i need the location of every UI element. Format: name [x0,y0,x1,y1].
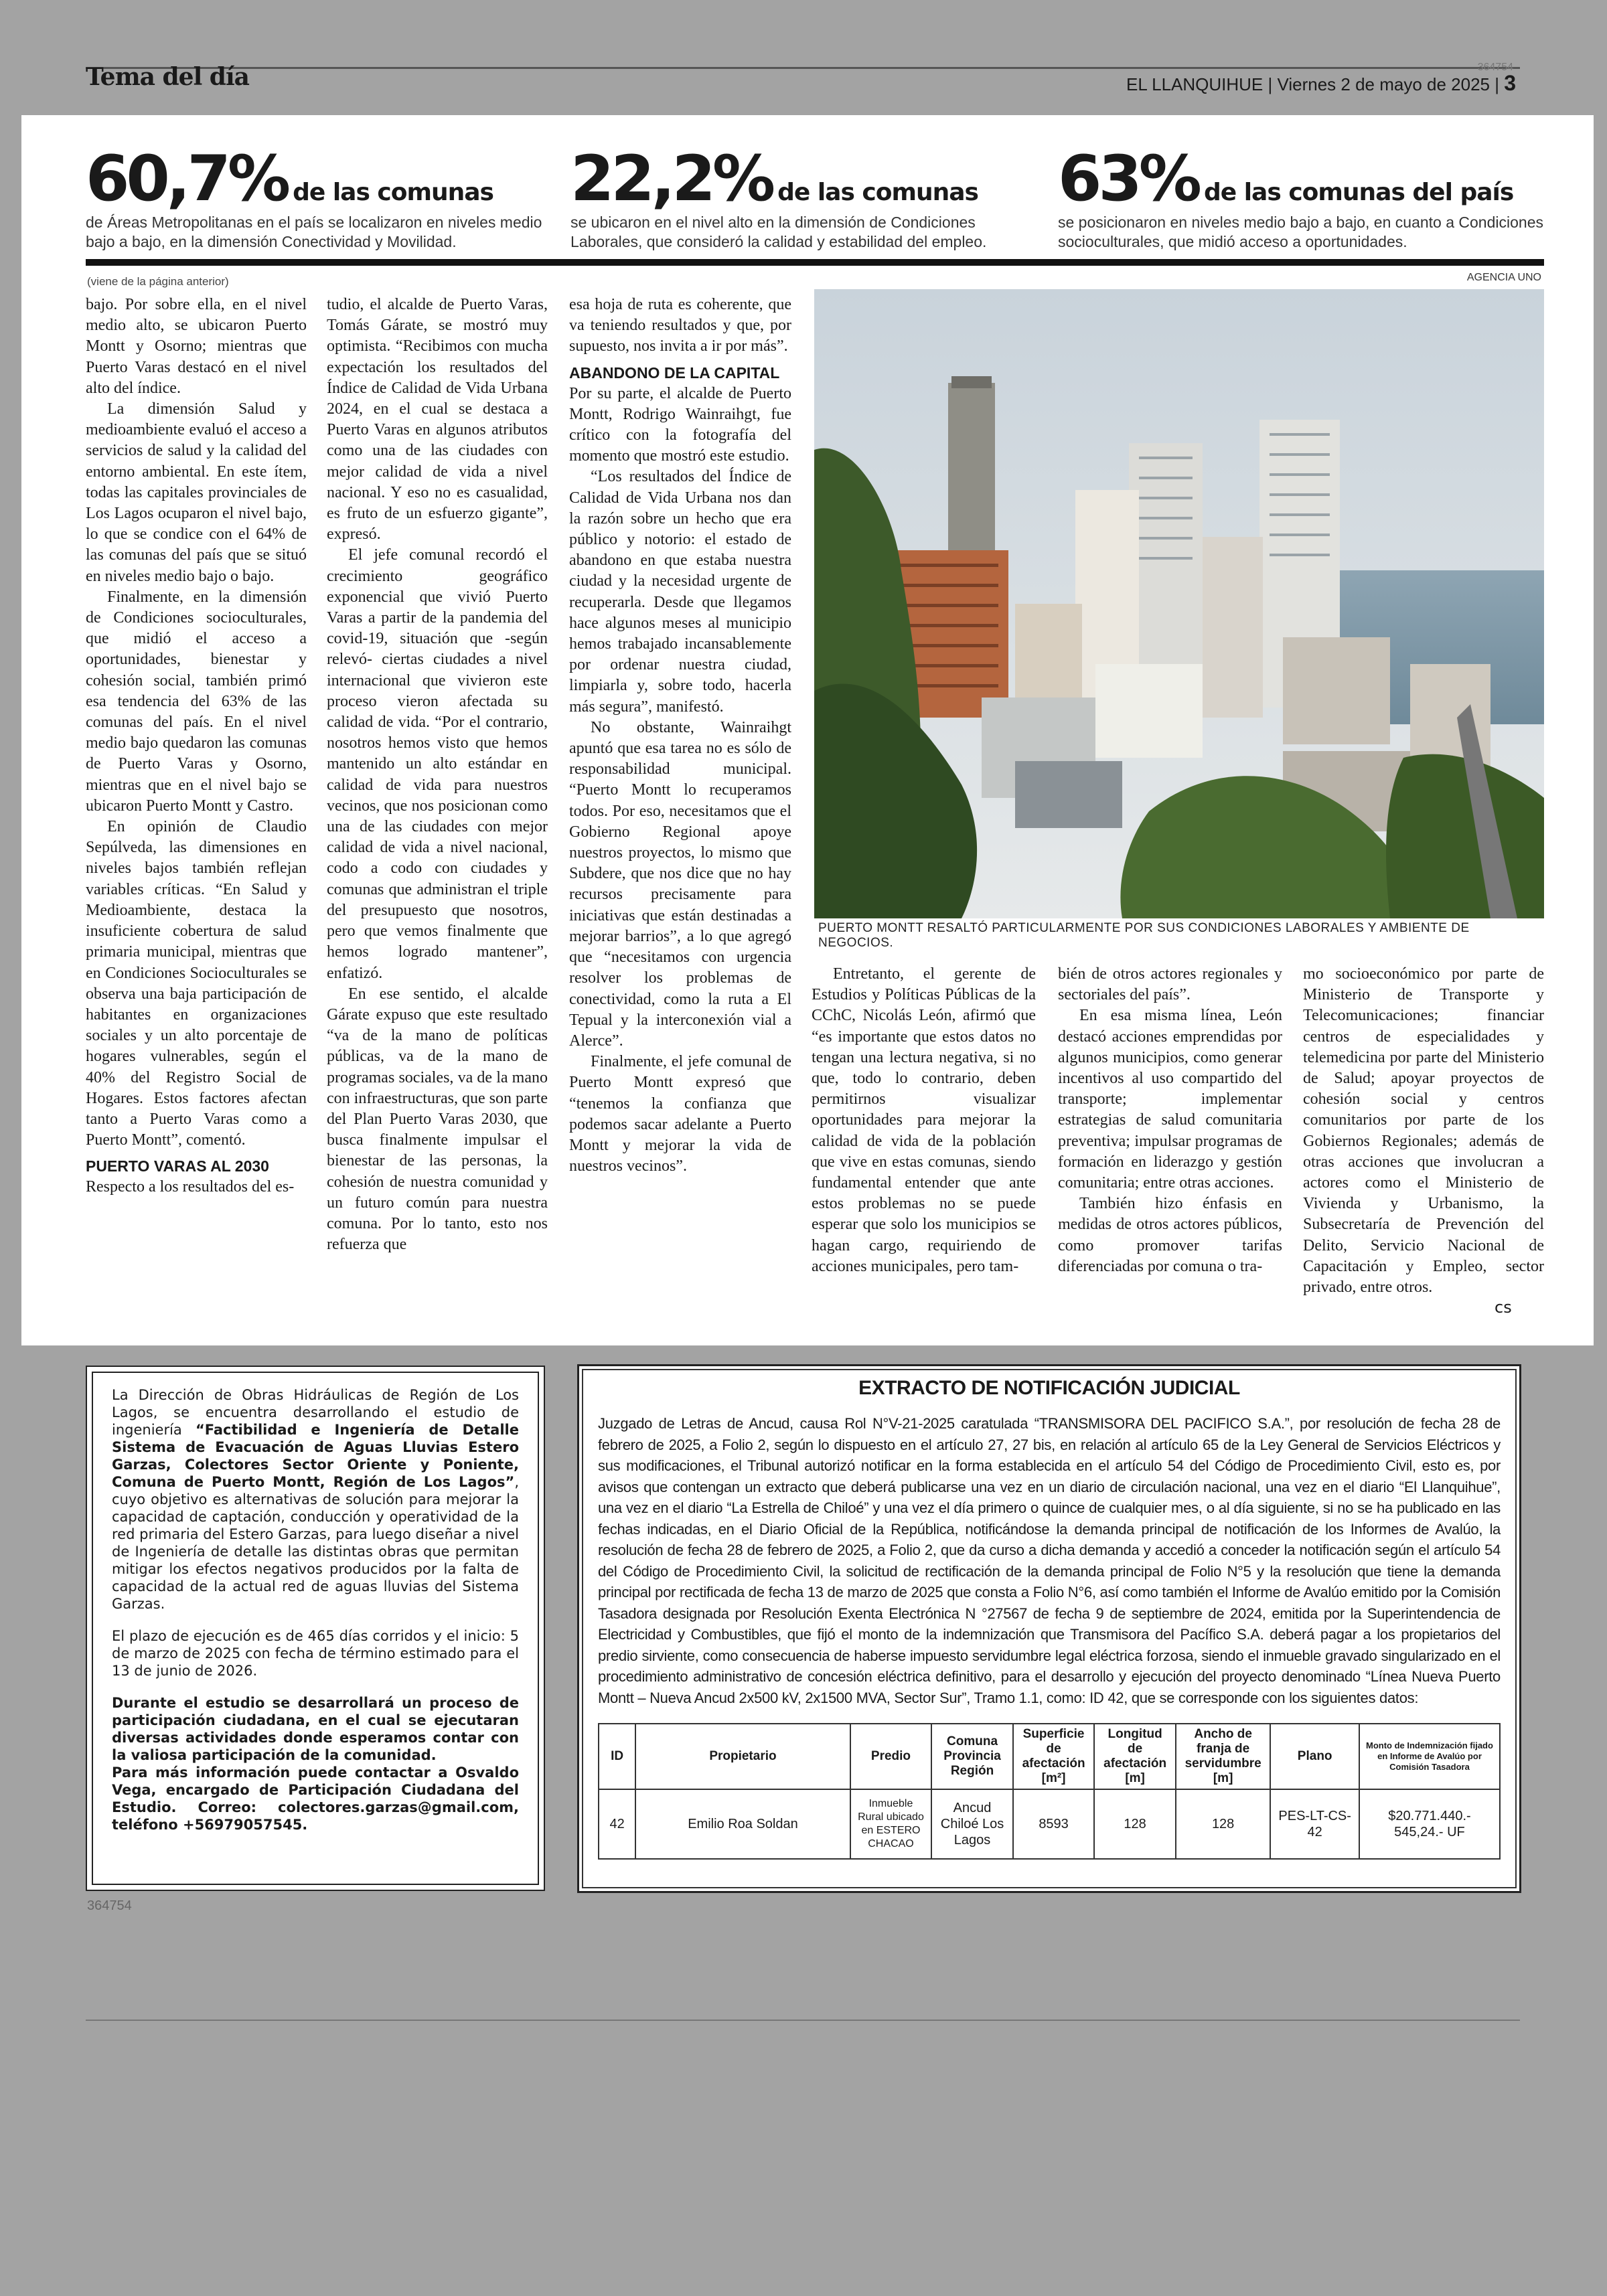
table-cell: Inmueble Rural ubicado en ESTERO CHACAO [850,1789,932,1859]
stat-box [1058,143,1553,252]
doh-advertisement [86,1366,545,1891]
table-cell: 128 [1176,1789,1270,1859]
header-rule [86,67,1520,69]
stat-suffix: de las comunas [777,179,978,206]
city-photo [814,289,1544,918]
paragraph: Por su parte, el alcalde de Puerto Montt, Rodrigo Wainraihgt, fue crítico con la fotografía del momento que mostró este estudio. [569,384,791,465]
ad-contact: Para más información puede contactar a Osvaldo Vega, encargado de Participación Ciudadana del Estudio. Correo: colectores.garzas@gmail.com, teléfono +56979057545. [112,1765,519,1833]
paragraph: No obstante, Wainraihgt apuntó que esa tarea no es sólo de responsabilidad municipal. “Puerto Montt lo recuperamos todos. Por eso, necesitamos que el Gobierno Regional apoye nuestros proyectos, lo mismo que Subdere, que nos dice que no hay recursos precisamente para iniciativas que están destinadas a mejorar barrios”, a lo que agregó que “necesitamos con urgencia resolver los problemas de conectividad, como la ruta a El Tepual y la interconexión vial a Alerce”. [569,718,791,1050]
ad-code: 364754 [87,1898,132,1913]
column-header: Monto de Indemnización fijado en Informe de Avalúo por Comisión Tasadora [1359,1724,1500,1789]
table-header-row [599,1724,1500,1789]
article-column [812,964,1036,1332]
paragraph: “Los resultados del Índice de Calidad de Vida Urbana nos dan la razón sobre un hecho que era público y notorio: el estado de abandono en que estaba nuestra ciudad y la necesidad urgente de recuperarla. Desde que llegamos hace algunos meses al municipio hemos trabajado incansablemente por ordenar nuestra ciudad, limpiarla y, sobre todo, hacerla más segura”, manifestó. [569,468,791,716]
table-row [599,1789,1500,1859]
column-header: Propietario [635,1724,850,1789]
paragraph: bajo. Por sobre ella, en el nivel medio alto, se ubicaron Puerto Montt y Osorno; mientras que Puerto Varas destacó en el nivel alto del índice. [86,296,307,397]
legal-notice-body: Juzgado de Letras de Ancud, causa Rol N°V-21-2025 caratulada “TRANSMISORA DEL PACIFICO S.A.”, por resolución de fecha 28 de febrero de 2025, a Folio 2, según lo dispuesto en el artículo 27, 27 bis, en relación al artículo 65 de la Ley General de Servicios Eléctricos y sus modificaciones, el Tribunal autorizó notificar en la forma establecida en el artículo 54 del Código de Procedimiento Civil, esto es, por avisos que contengan un extracto que deberá publicarse una vez en un diario de circulación nacional, una vez en el diario “El Llanquihue”, una vez en el diario “La Estrella de Chiloé” y una vez el día primero o quince de cualquier mes, o al día siguiente, si no se ha publicado en las fechas indicadas, en el Diario Oficial de la República, notificándose la demanda principal de notificación de los Informes de Avalúo, la resolución de fecha 28 de febrero de 2025, a Folio 2, que da curso a dicha demanda y accedió a conceder la notificación según el artículo 54 del Código de Procedimiento Civil, la solicitud de rectificación de la demanda principal de Folio N°5 y la resolución que tiene la demanda principal por rectificada de fecha 13 de marzo de 2025 que consta a Folio N°6, así como también el Informe de Avalúo emitido por la Comisión Tasadora designada por Resolución Exenta Electrónica N °27567 de fecha 9 de septiembre de 2024, emitida por la Superintendencia de Electricidad y Combustibles, que fijó el monto de la indemnización que Transmisora del Pacífico S.A. deberá pagar a los propietarios del predio sirviente, como consecuencia de haberse impuesto servidumbre legal eléctrica forzosa, siendo el inmueble gravado singularizado en el procedimiento administrativo de concesión eléctrica definitivo, para el desarrollo y ejecución del proyecto denominado “Línea Nueva Puerto Montt – Nueva Ancud 2x500 kV, 2x1500 MVA, Sector Sur”, Tramo 1.1, como: ID 42, que se corresponde con los siguientes datos: [598,1415,1501,1706]
photo-credit: AGENCIA UNO [1466,272,1541,283]
stat-value: 63% [1058,143,1199,216]
article-column [1303,964,1544,1332]
column-header: Plano [1270,1724,1359,1789]
stat-value: 22,2% [570,143,773,216]
article-column [1058,964,1282,1332]
paragraph: Entretanto, el gerente de Estudios y Políticas Públicas de la CChC, Nicolás León, afirmó que “es importante que estos datos no tengan una lectura negativa, si no que, todo lo contrario, deben permitirnos visualizar oportunidades para mejorar la calidad de vida de la población que vive en estas comunas, siendo fundamental entender que ante estos problemas no se puede esperar que solo los municipios se hagan cargo, requiriendo de acciones municipales, pero tam- [812,965,1036,1275]
column-header: Ancho de franja de servidumbre [m] [1176,1724,1270,1789]
page-code-top: 364754 [1477,62,1513,73]
article-column [569,295,791,1332]
photo-caption: PUERTO MONTT RESALTÓ PARTICULARMENTE POR SUS CONDICIONES LABORALES Y AMBIENTE DE NEGOCIOS. [818,921,1470,950]
stat-suffix: de las comunas del país [1204,179,1514,206]
paragraph: El jefe comunal recordó el crecimiento geográfico exponencial que vivió Puerto Varas a partir de la pandemia del covid-19, situación que -según relevó- ciertas ciudades a nivel internacional que vivieron este proceso vieron afectada su calidad de vida. “Por el contrario, nosotros hemos visto que hemos mantenido un alto estándar en calidad de vida para nuestros vecinos, que nos posicionan como una de las ciudades con mejor calidad de vida a nivel nacional, codo a codo con ciudades y comunas que administran el triple del presupuesto que nosotros, pero que vemos finalmente que hemos logrado mantener”, enfatizó. [327,546,548,982]
column-header: ID [599,1724,635,1789]
continued-note: (viene de la página anterior) [87,275,229,288]
page-number: 3 [1504,71,1516,95]
issue-date: Viernes 2 de mayo de 2025 [1277,74,1490,94]
stat-description: se posicionaron en niveles medio bajo a bajo, en cuanto a Condiciones socioculturales, que midió acceso a oportunidades. [1058,214,1543,250]
footer-rule [86,2020,1520,2021]
subheading: ABANDONO DE LA CAPITAL [569,363,780,382]
section-title: Tema del día [86,63,249,91]
paragraph: tudio, el alcalde de Puerto Varas, Tomás Gárate, se mostró muy optimista. “Recibimos con mucha expectación los resultados del Índice de Calidad de Vida Urbana 2024, en el cual se destaca a Puerto Varas en algunos atributos como una de las ciudades con mejor calidad de vida a nivel nacional. Y eso no es casualidad, es fruto de un esfuerzo gigante”, expresó. [327,296,548,544]
paragraph: Finalmente, en la dimensión de Condiciones socioculturales, que midió el acceso a oportunidades, bienestar y cohesión social, también primó esa tendencia del 63% de las comunas del país. En el nivel medio bajo quedaron las comunas de Puerto Varas y Osorno, mientras que en el nivel bajo se ubicaron Puerto Montt y Castro. [86,588,307,815]
subheading: PUERTO VARAS AL 2030 [86,1157,269,1175]
paragraph: En ese sentido, el alcalde Gárate expuso que este resultado “va de la mano de políticas públicas, va de la mano de programas sociales, va de la mano con infraestructuras, que son parte del Plan Puerto Varas 2030, que busca finalmente impulsar el bienestar de las personas, la cohesión de nuestra comunidad y un futuro común para nuestra comuna. Por lo tanto, esto nos refuerza que [327,985,548,1254]
table-cell: PES-LT-CS-42 [1270,1789,1359,1859]
newspaper-name: EL LLANQUIHUE [1126,74,1264,94]
table-cell: Emilio Roa Soldan [635,1789,850,1859]
table-cell: Ancud Chiloé Los Lagos [931,1789,1013,1859]
table-cell: 42 [599,1789,635,1859]
stats-divider [86,259,1544,266]
stat-description: de Áreas Metropolitanas en el país se localizaron en niveles medio bajo a bajo, en la dimensión Conectividad y Movilidad. [86,214,542,250]
article-column [86,295,307,1332]
paragraph: bién de otros actores regionales y sectoriales del país”. [1058,965,1282,1004]
column-header: Superficie de afectación [m²] [1013,1724,1095,1789]
legal-notice-title: EXTRACTO DE NOTIFICACIÓN JUDICIAL [858,1377,1240,1399]
paragraph: En opinión de Claudio Sepúlveda, las dimensiones en niveles bajos también reflejan variables críticas. “En Salud y Medioambiente, destaca la insuficiente cobertura de salud primaria municipal, mientras que en Condiciones Socioculturales se observa una baja participación de habitantes en organizaciones sociales y un alto porcentaje de hogares vulnerables, según el 40% del Registro Social de Hogares. Estos factores afectan tanto a Puerto Varas como a Puerto Montt”, comentó. [86,818,307,1149]
legal-notice [577,1364,1521,1893]
column-header: Comuna Provincia Región [931,1724,1013,1789]
paragraph: Respecto a los resultados del es- [86,1178,295,1196]
stat-description: se ubicaron en el nivel alto en la dimensión de Condiciones Laborales, que consideró la calidad y estabilidad del empleo. [570,214,987,250]
article-column [327,295,548,1332]
puerto-montt-skyline-image [814,289,1544,918]
table-cell: $20.771.440.- 545,24.- UF [1359,1789,1500,1859]
ad-text: , cuyo objetivo es alternativas de solución para mejorar la capacidad de captación, conducción y operatividad de la red primaria del Estero Garzas, para luego diseñar a nivel de Ingeniería de detalle las distintas obras que permitan mitigar los efectos negativos producidos por la falta de capacidad de la actual red de aguas lluvias del Sistema Garzas. [112,1474,519,1612]
stat-box [570,143,1039,252]
paragraph: Finalmente, el jefe comunal de Puerto Montt expresó que “tenemos la confianza que podemos sacar adelante a Puerto Montt y mejorar la vida de nuestros vecinos”. [569,1053,791,1175]
dateline: EL LLANQUIHUE | Viernes 2 de mayo de 2025 | 3 [1126,71,1516,95]
paragraph: mo socioeconómico por parte de Ministerio de Transporte y Telecomunicaciones; financiar centros de especialidades y telemedicina por parte del Ministerio de Salud; apoyar proyectos de cohesión social y centros comunitarios por parte de los Gobiernos Regionales; además de otras acciones que involucran a actores como el Ministerio de Vivienda y Urbanismo, la Subsecretaría de Prevención del Delito, Servicio Nacional de Capacitación y Empleo, sector privado, entre otros. [1303,965,1544,1297]
table-cell: 8593 [1013,1789,1095,1859]
paragraph: esa hoja de ruta es coherente, que va teniendo resultados y que, por supuesto, nos invita a ir por más”. [569,296,791,355]
stat-box [86,143,554,252]
column-header: Predio [850,1724,932,1789]
ad-paragraph: El plazo de ejecución es de 465 días corridos y el inicio: 5 de marzo de 2025 con fecha de término estimado para el 13 de junio de 2026. [112,1628,519,1679]
project-name: “Factibilidad e Ingeniería de Detalle Sistema de Evacuación de Aguas Lluvias Estero Garzas, Colectores Sector Oriente y Poniente, Comuna de Puerto Montt, Región de Los Lagos” [112,1422,519,1490]
stat-value: 60,7% [86,143,288,216]
column-header: Longitud de afectación [m] [1094,1724,1176,1789]
ad-text: La Dirección de Obras Hidráulicas de Región de Los Lagos, se encuentra desarrollando el estudio de ingeniería [112,1387,519,1438]
table-cell: 128 [1094,1789,1176,1859]
paragraph: La dimensión Salud y medioambiente evaluó el acceso a servicios de salud y la calidad del entorno ambiental. En este ítem, todas las capitales provinciales de Los Lagos ocuparon el nivel bajo, lo que se condice con el 64% de las comunas del país que se situó en niveles medio bajo o bajo. [86,400,307,585]
article [21,115,1594,1345]
ad-paragraph [112,1386,519,1613]
ad-paragraph: Durante el estudio se desarrollará un proceso de participación ciudadana, en el cual se ejecutaran diversas actividades donde esperamos contar con la valiosa participación de la comunidad. [112,1695,519,1763]
paragraph: También hizo énfasis en medidas de otros actores públicos, como promover tarifas diferenciadas por comuna o tra- [1058,1195,1282,1275]
property-table [598,1723,1501,1860]
end-of-article-icon: cs [1495,1298,1512,1317]
stat-suffix: de las comunas [293,179,493,206]
paragraph: En esa misma línea, León destacó acciones emprendidas por algunos municipios, como generar incentivos al uso compartido del transporte; implementar estrategias de salud comunitaria preventiva; impulsar programas de formación en liderazgo y gestión comunitaria; entre otras acciones. [1058,1007,1282,1192]
